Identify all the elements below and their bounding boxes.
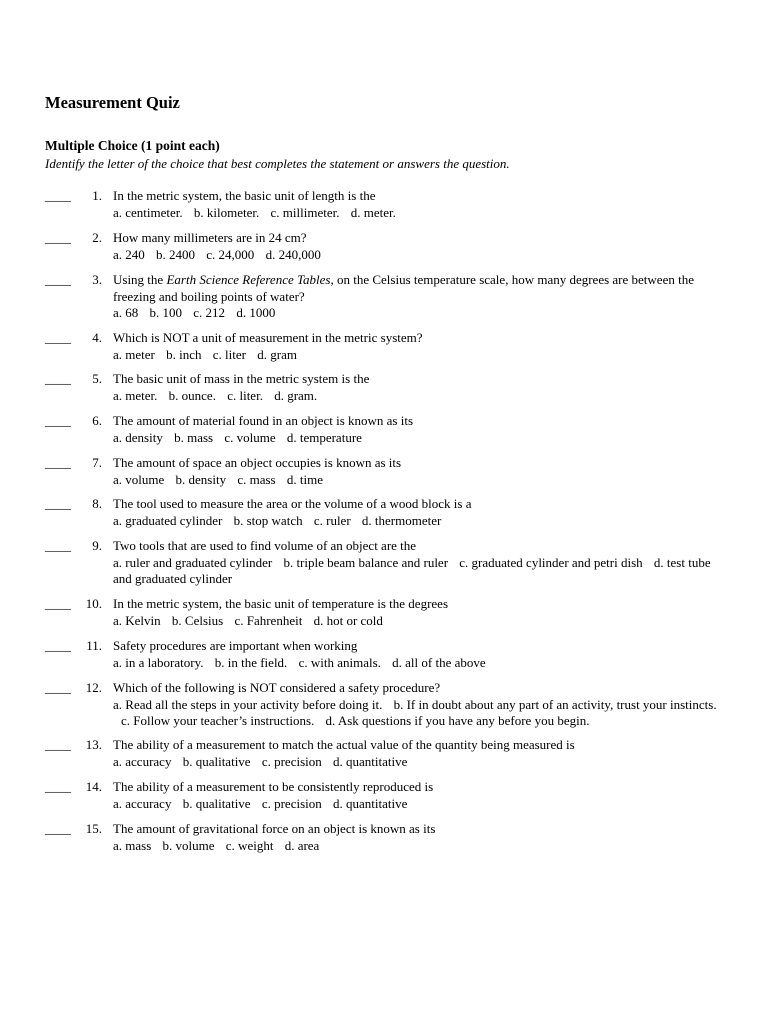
answer-option: a. Kelvin — [113, 612, 161, 628]
answer-choices — [113, 347, 723, 364]
question-stem: The tool used to measure the area or the volume of a wood block is a — [113, 496, 472, 511]
answer-choices — [113, 305, 723, 322]
answer-option: c. volume — [224, 429, 276, 445]
answer-blank[interactable]: ____ — [45, 272, 71, 287]
answer-option: b. kilometer. — [193, 204, 260, 220]
answer-option: a. Read all the steps in your activity before doing it. — [113, 696, 383, 712]
question-number: 14. — [85, 779, 102, 794]
answer-option: a. in a laboratory. — [113, 654, 204, 670]
answer-choices — [113, 472, 723, 489]
question-stem: The basic unit of mass in the metric system is the — [113, 371, 370, 386]
answer-blank[interactable]: ____ — [45, 455, 71, 470]
answer-choices — [113, 754, 723, 771]
answer-option: a. meter — [113, 346, 155, 362]
answer-choices — [113, 205, 723, 222]
answer-option: a. mass — [113, 837, 152, 853]
answer-choices — [113, 613, 723, 630]
answer-option: d. temperature — [286, 429, 362, 445]
answer-option: d. quantitative — [333, 753, 408, 769]
answer-option: d. gram. — [274, 387, 318, 403]
answer-option: b. If in doubt about any part of an activity, trust your instincts. — [393, 696, 717, 712]
answer-blank[interactable]: ____ — [45, 638, 71, 653]
answer-option: b. qualitative — [182, 795, 251, 811]
question-stem: Which of the following is NOT considered a safety procedure? — [113, 680, 441, 695]
question-number: 9. — [92, 538, 102, 553]
answer-option: b. volume — [162, 837, 215, 853]
answer-option: d. test tube and graduated cylinder — [113, 554, 711, 586]
answer-blank[interactable]: ____ — [45, 737, 71, 752]
question-body — [113, 737, 723, 770]
answer-option: d. time — [286, 471, 323, 487]
section-instructions: Identify the letter of the choice that best completes the statement or answers the question. — [45, 156, 510, 171]
question-stem: The amount of space an object occupies is known as its — [113, 455, 402, 470]
question-number: 15. — [85, 821, 102, 836]
question-body — [113, 779, 723, 812]
answer-option: a. ruler and graduated cylinder — [113, 554, 273, 570]
answer-option: c. 212 — [193, 305, 226, 320]
answer-option: c. millimeter. — [270, 204, 340, 220]
answer-blank[interactable]: ____ — [45, 779, 71, 794]
question-stem: The amount of gravitational force on an object is known as its — [113, 821, 436, 836]
answer-option: c. with animals. — [298, 654, 381, 670]
answer-option: b. mass — [174, 429, 214, 445]
answer-option: a. 68 — [113, 305, 139, 320]
answer-option: d. all of the above — [392, 654, 486, 670]
answer-blank[interactable]: ____ — [45, 371, 71, 386]
answer-option: d. gram — [257, 346, 297, 362]
answer-choices — [113, 838, 723, 855]
question-body — [113, 230, 723, 263]
answer-blank[interactable]: ____ — [45, 538, 71, 553]
answer-option: b. Celsius — [171, 612, 224, 628]
question-body — [113, 188, 723, 221]
answer-option: b. triple beam balance and ruler — [283, 554, 449, 570]
question-stem: Two tools that are used to find volume of an object are the — [113, 538, 417, 553]
question-stem: The ability of a measurement to be consistently reproduced is — [113, 779, 434, 794]
answer-blank[interactable]: ____ — [45, 230, 71, 245]
answer-option: a. accuracy — [113, 753, 172, 769]
question-stem: Safety procedures are important when working — [113, 638, 358, 653]
answer-blank[interactable]: ____ — [45, 330, 71, 345]
answer-option: b. in the field. — [214, 654, 288, 670]
question-body — [113, 413, 723, 446]
question-number: 6. — [92, 413, 102, 428]
question-stem — [113, 272, 723, 305]
question-stem: The ability of a measurement to match the actual value of the quantity being measured is — [113, 737, 575, 752]
answer-option: c. weight — [225, 837, 274, 853]
answer-choices — [113, 513, 723, 530]
question-stem: Which is NOT a unit of measurement in the metric system? — [113, 330, 423, 345]
question-body — [113, 272, 723, 322]
answer-option: a. centimeter. — [113, 204, 183, 220]
question-stem: How many millimeters are in 24 cm? — [113, 230, 307, 245]
question-stem: In the metric system, the basic unit of length is the — [113, 188, 376, 203]
answer-option: b. density — [175, 471, 227, 487]
question-number: 8. — [92, 496, 102, 511]
answer-blank[interactable]: ____ — [45, 188, 71, 203]
answer-option: c. Follow your teacher’s instructions. — [121, 713, 315, 728]
answer-option: b. qualitative — [182, 753, 251, 769]
answer-blank[interactable]: ____ — [45, 496, 71, 511]
question-body — [113, 596, 723, 629]
answer-choices — [113, 555, 723, 588]
question-stem: The amount of material found in an object is known as its — [113, 413, 414, 428]
answer-option: a. density — [113, 429, 163, 445]
answer-choices — [113, 796, 723, 813]
answer-option: d. area — [284, 837, 320, 853]
answer-option: c. precision — [261, 753, 322, 769]
answer-option: d. hot or cold — [313, 612, 383, 628]
answer-option: d. Ask questions if you have any before you begin. — [325, 713, 590, 728]
answer-option: b. ounce. — [168, 387, 216, 403]
question-number: 7. — [92, 455, 102, 470]
answer-option: a. 240 — [113, 246, 145, 262]
answer-option: b. 100 — [149, 305, 183, 320]
reference-title: Earth Science Reference Tables — [166, 272, 331, 287]
question-stem: In the metric system, the basic unit of temperature is the degrees — [113, 596, 448, 611]
question-body — [113, 371, 723, 404]
answer-option: c. liter. — [227, 387, 263, 403]
question-number: 3. — [92, 272, 102, 287]
question-number: 5. — [92, 371, 102, 386]
answer-option: a. accuracy — [113, 795, 172, 811]
answer-option: d. quantitative — [333, 795, 408, 811]
answer-option: a. graduated cylinder — [113, 512, 223, 528]
answer-option: d. thermometer — [361, 512, 442, 528]
answer-option: d. 240,000 — [265, 246, 321, 262]
answer-option: d. 1000 — [236, 305, 276, 320]
answer-blank[interactable]: ____ — [45, 413, 71, 428]
answer-option: a. meter. — [113, 387, 158, 403]
question-body — [113, 330, 723, 363]
answer-option: b. inch — [166, 346, 202, 362]
answer-option: c. Fahrenheit — [234, 612, 303, 628]
page-title: Measurement Quiz — [45, 93, 180, 112]
answer-option: a. volume — [113, 471, 165, 487]
answer-option: b. 2400 — [156, 246, 196, 262]
answer-choices — [113, 697, 723, 730]
question-body — [113, 638, 723, 671]
question-number: 12. — [85, 680, 102, 695]
answer-choices — [113, 247, 723, 264]
answer-option: c. ruler — [313, 512, 351, 528]
answer-blank[interactable]: ____ — [45, 596, 71, 611]
question-body — [113, 821, 723, 854]
question-body — [113, 680, 723, 730]
answer-choices — [113, 655, 723, 672]
answer-option: c. liter — [212, 346, 246, 362]
question-body — [113, 496, 723, 529]
question-number: 10. — [85, 596, 102, 611]
question-body — [113, 538, 723, 588]
answer-blank[interactable]: ____ — [45, 680, 71, 695]
answer-blank[interactable]: ____ — [45, 821, 71, 836]
question-stem-text: Using the — [113, 272, 167, 287]
section-heading: Multiple Choice (1 point each) — [45, 138, 220, 153]
question-number: 13. — [85, 737, 102, 752]
answer-option: c. mass — [237, 471, 276, 487]
question-number: 1. — [92, 188, 102, 203]
question-number: 11. — [86, 638, 102, 653]
question-stem-text: , on the Celsius temperature scale, how many degrees are between the freezing and boiling points of water? — [113, 272, 694, 304]
question-number: 2. — [92, 230, 102, 245]
question-number: 4. — [92, 330, 102, 345]
answer-option: c. 24,000 — [206, 246, 255, 262]
answer-choices — [113, 388, 723, 405]
question-body — [113, 455, 723, 488]
answer-option: c. precision — [261, 795, 322, 811]
answer-choices — [113, 430, 723, 447]
answer-option: c. graduated cylinder and petri dish — [459, 554, 643, 570]
answer-option: d. meter. — [350, 204, 396, 220]
answer-option: b. stop watch — [233, 512, 303, 528]
